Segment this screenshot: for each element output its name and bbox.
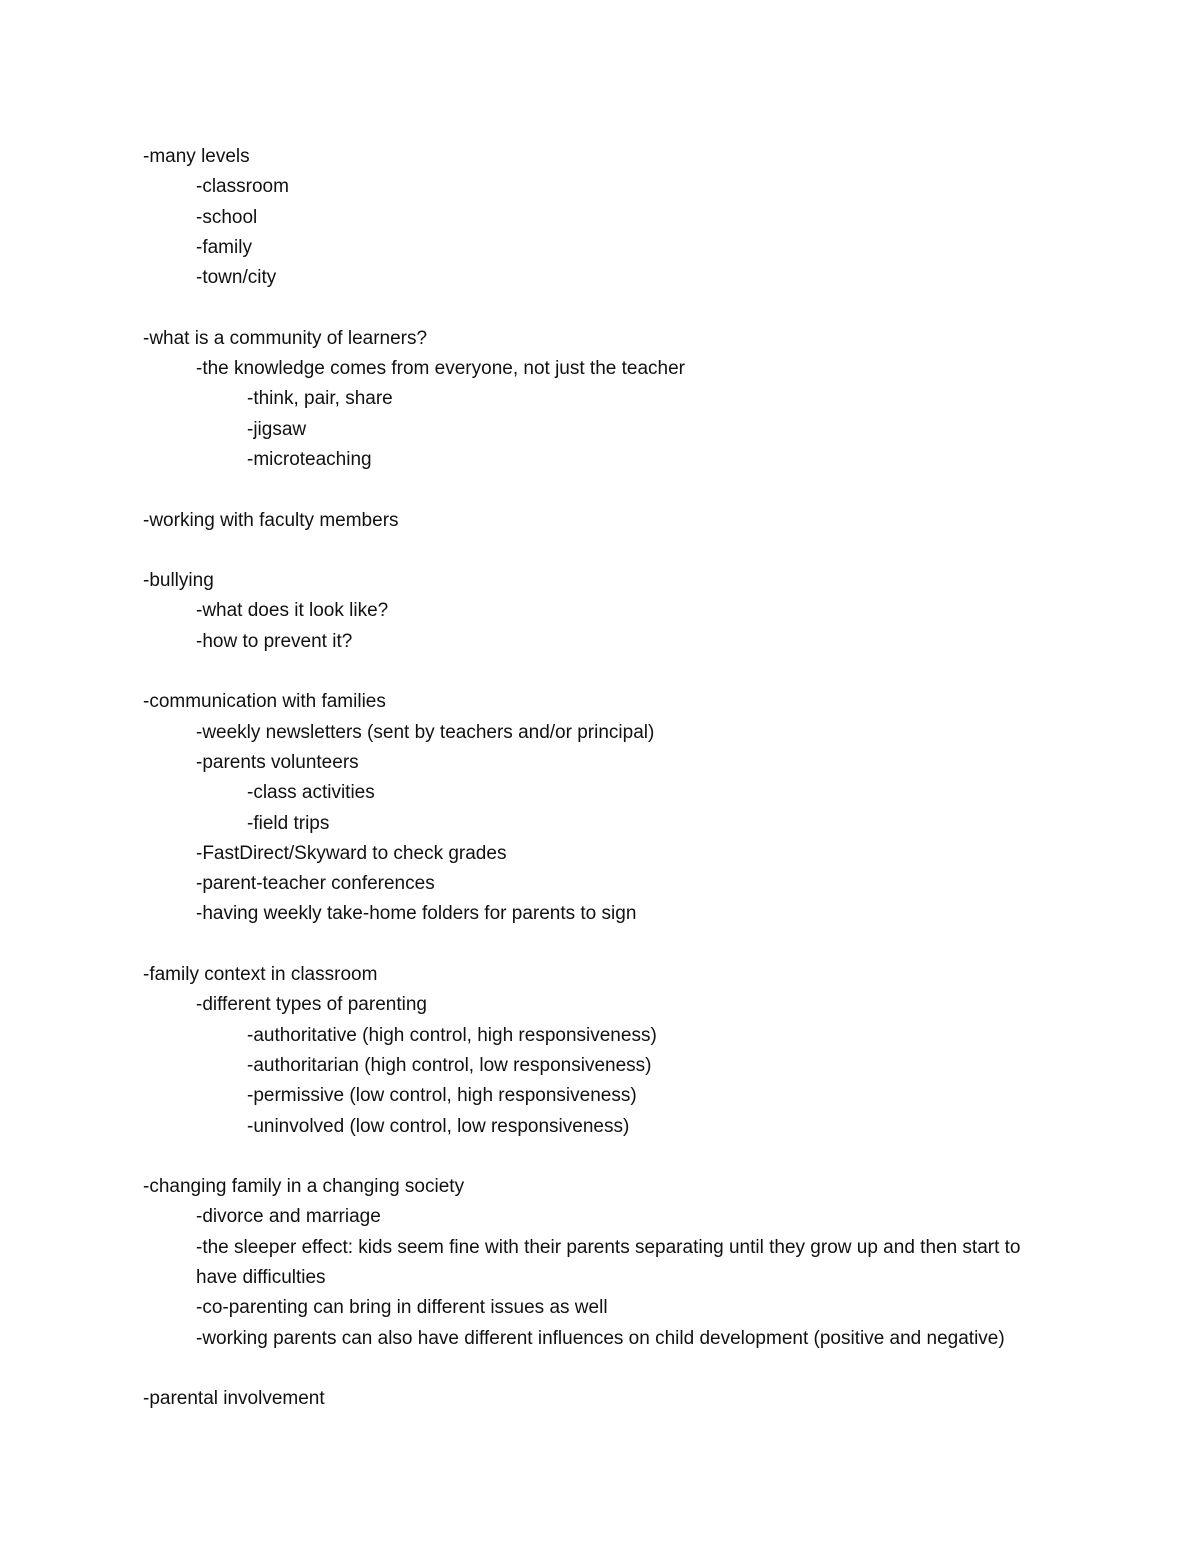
- outline-subitem: -jigsaw: [247, 418, 307, 440]
- outline-item: -working parents can also have different influences on child development (positive and negative): [196, 1327, 1005, 1349]
- outline-subitem: -authoritative (high control, high responsiveness): [247, 1024, 657, 1046]
- outline-item: -town/city: [196, 267, 277, 289]
- outline-subitem: -field trips: [247, 812, 330, 834]
- outline-item: -parents volunteers: [196, 751, 359, 773]
- outline-item: -classroom: [196, 176, 289, 198]
- outline-subitem: -uninvolved (low control, low responsiveness): [247, 1115, 630, 1137]
- outline-subitem: -permissive (low control, high responsiveness): [247, 1085, 637, 1107]
- outline-item: -the knowledge comes from everyone, not just the teacher: [196, 358, 685, 380]
- outline-heading: -family context in classroom: [143, 964, 378, 986]
- outline-subitem: -microteaching: [247, 448, 372, 470]
- outline-heading: -communication with families: [143, 691, 386, 713]
- outline-subitem: -class activities: [247, 782, 375, 804]
- outline-item: -FastDirect/Skyward to check grades: [196, 842, 507, 864]
- outline-subitem: -authoritarian (high control, low responsiveness): [247, 1054, 652, 1076]
- outline-heading: -working with faculty members: [143, 509, 399, 531]
- outline-item: -weekly newsletters (sent by teachers and/or principal): [196, 721, 655, 743]
- outline-subitem: -think, pair, share: [247, 388, 393, 410]
- blank-line: [143, 475, 1103, 505]
- notes-outline: [143, 142, 1103, 1414]
- outline-heading: -parental involvement: [143, 1388, 325, 1410]
- blank-line: [143, 536, 1103, 566]
- blank-line: [143, 293, 1103, 323]
- outline-heading: -many levels: [143, 146, 250, 167]
- outline-heading: -changing family in a changing society: [143, 1176, 465, 1198]
- outline-item: -how to prevent it?: [196, 630, 353, 652]
- outline-heading: -bullying: [143, 570, 214, 592]
- blank-line: [143, 657, 1103, 687]
- outline-item: -family: [196, 236, 252, 258]
- blank-line: [143, 1142, 1103, 1172]
- blank-line: [143, 1354, 1103, 1384]
- outline-item: -parent-teacher conferences: [196, 873, 435, 895]
- blank-line: [143, 930, 1103, 960]
- outline-heading: -what is a community of learners?: [143, 327, 428, 349]
- outline-item: -the sleeper effect: kids seem fine with their parents separating until they grow up and then start to have difficulties: [196, 1236, 1021, 1288]
- outline-item: -different types of parenting: [196, 994, 427, 1016]
- outline-item: -having weekly take-home folders for parents to sign: [196, 903, 637, 925]
- outline-item: -school: [196, 206, 258, 228]
- outline-item: -what does it look like?: [196, 600, 389, 622]
- outline-item: -divorce and marriage: [196, 1206, 381, 1228]
- outline-item: -co-parenting can bring in different issues as well: [196, 1297, 608, 1319]
